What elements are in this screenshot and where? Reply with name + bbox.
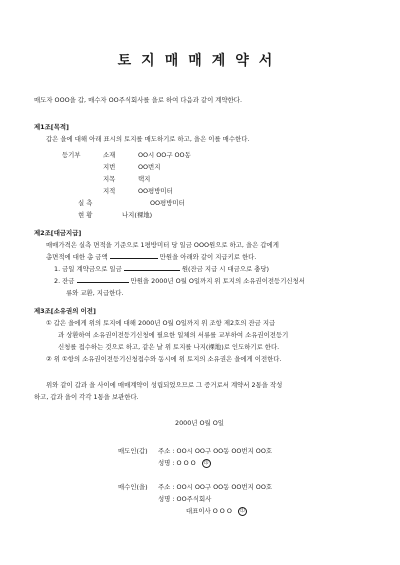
property-row-value: OO시 OO구 OO동 [138,151,191,159]
contract-date: 2000년 O월 O일 [175,419,224,427]
property-row-label: 지목 [103,175,116,183]
payment-item-2-end: 만원을 2000년 O월 O일까지 위 토지의 소유권이전등기신청서 [130,277,305,285]
seller-address: 주소 : OO시 OO구 OO동 OO번지 OO호 [158,447,273,455]
seller-name-text: 성명 : O O O [158,459,196,467]
property-row-value: OO평방미터 [138,187,173,195]
closing-line1: 위와 같이 갑과 을 사이에 매매계약이 성립되었으므로 그 증거로서 계약서 2통을 작성 [46,381,283,389]
seal-icon: 印 [238,507,247,516]
article3-heading: 제3조[소유권의 이전] [34,307,96,315]
status-value: 나지(裸地) [122,211,153,219]
seller-name [158,458,211,468]
amount-blank [124,264,180,271]
registry-label: 등기부 [62,151,81,159]
amount-blank [110,252,158,259]
status-label: 현 황 [78,211,93,219]
article2-heading: 제2조[대금지급] [34,229,82,237]
payment-item-1-end: 원(잔금 지급 시 대금으로 충당) [181,265,270,273]
buyer-address: 주소 : OO시 OO구 OO동 OO번지 OO호 [158,483,273,491]
article2-line2-start: 총면적에 대한 총 금액 [46,253,108,261]
article1-heading: 제1조[목적] [34,123,69,131]
article1-body: 갑은 을에 대해 아래 표시의 토지를 매도하기로 하고, 을은 이를 매수한다. [46,135,250,143]
article3-clause1-line2: 과 상환하여 소유권이전등기신청에 필요한 일체의 서류를 교부하여 소유권이전등기 [58,331,289,339]
article2-line2 [46,252,256,261]
property-row-label: 지번 [103,163,116,171]
intro-paragraph: 매도자 OOO을 갑, 매수자 OO주식회사를 을로 하여 다음과 같이 계약한다. [34,96,243,104]
property-row-value: 택지 [138,175,151,183]
payment-item-2-start: 2. 잔금 [54,277,75,285]
payment-item-2-cont: 류와 교환, 지급한다. [66,289,124,297]
payment-item-1 [54,264,269,273]
actual-survey-value: OO평방미터 [150,199,185,207]
buyer-representative [186,506,247,516]
article2-line2-end: 만원을 아래와 같이 지급키로 한다. [159,253,257,261]
article3-clause1-line1: ① 갑은 을에게 위의 토지에 대해 2000년 O월 O일까지 위 조항 제2호의 잔금 지급 [46,319,276,327]
payment-item-1-start: 1. 금일 계약금으로 일금 [54,265,122,273]
buyer-role: 매수인(을) [118,483,148,491]
article3-clause2: ② 위 ①항의 소유권이전등기신청접수와 동시에 위 토지의 소유권은 을에게 이전한다. [46,355,282,363]
closing-line2: 하고, 갑과 을이 각각 1통을 보관한다. [34,393,139,401]
property-row-value: OO번지 [138,163,161,171]
actual-survey-label: 실 측 [78,199,93,207]
property-row-label: 지적 [103,187,116,195]
seller-role: 매도인(갑) [118,447,148,455]
article2-line1: 매매가격은 실측 면적을 기준으로 1평방미터 당 일금 OOO원으로 하고, 을은 갑에게 [46,241,279,249]
article3-clause1-line3: 신청를 접수하는 것으로 하고, 같은 날 위 토지를 나지(裸地)로 인도하기로 한다. [58,343,280,351]
buyer-representative-text: 대표이사 O O O [186,507,232,515]
property-row-label: 소재 [103,151,116,159]
amount-blank [77,276,129,283]
buyer-name: 성명 : OO주식회사 [158,495,212,503]
payment-item-2 [54,276,305,285]
seal-icon: 印 [202,459,211,468]
page-title: 토지매매계약서 [117,53,283,69]
